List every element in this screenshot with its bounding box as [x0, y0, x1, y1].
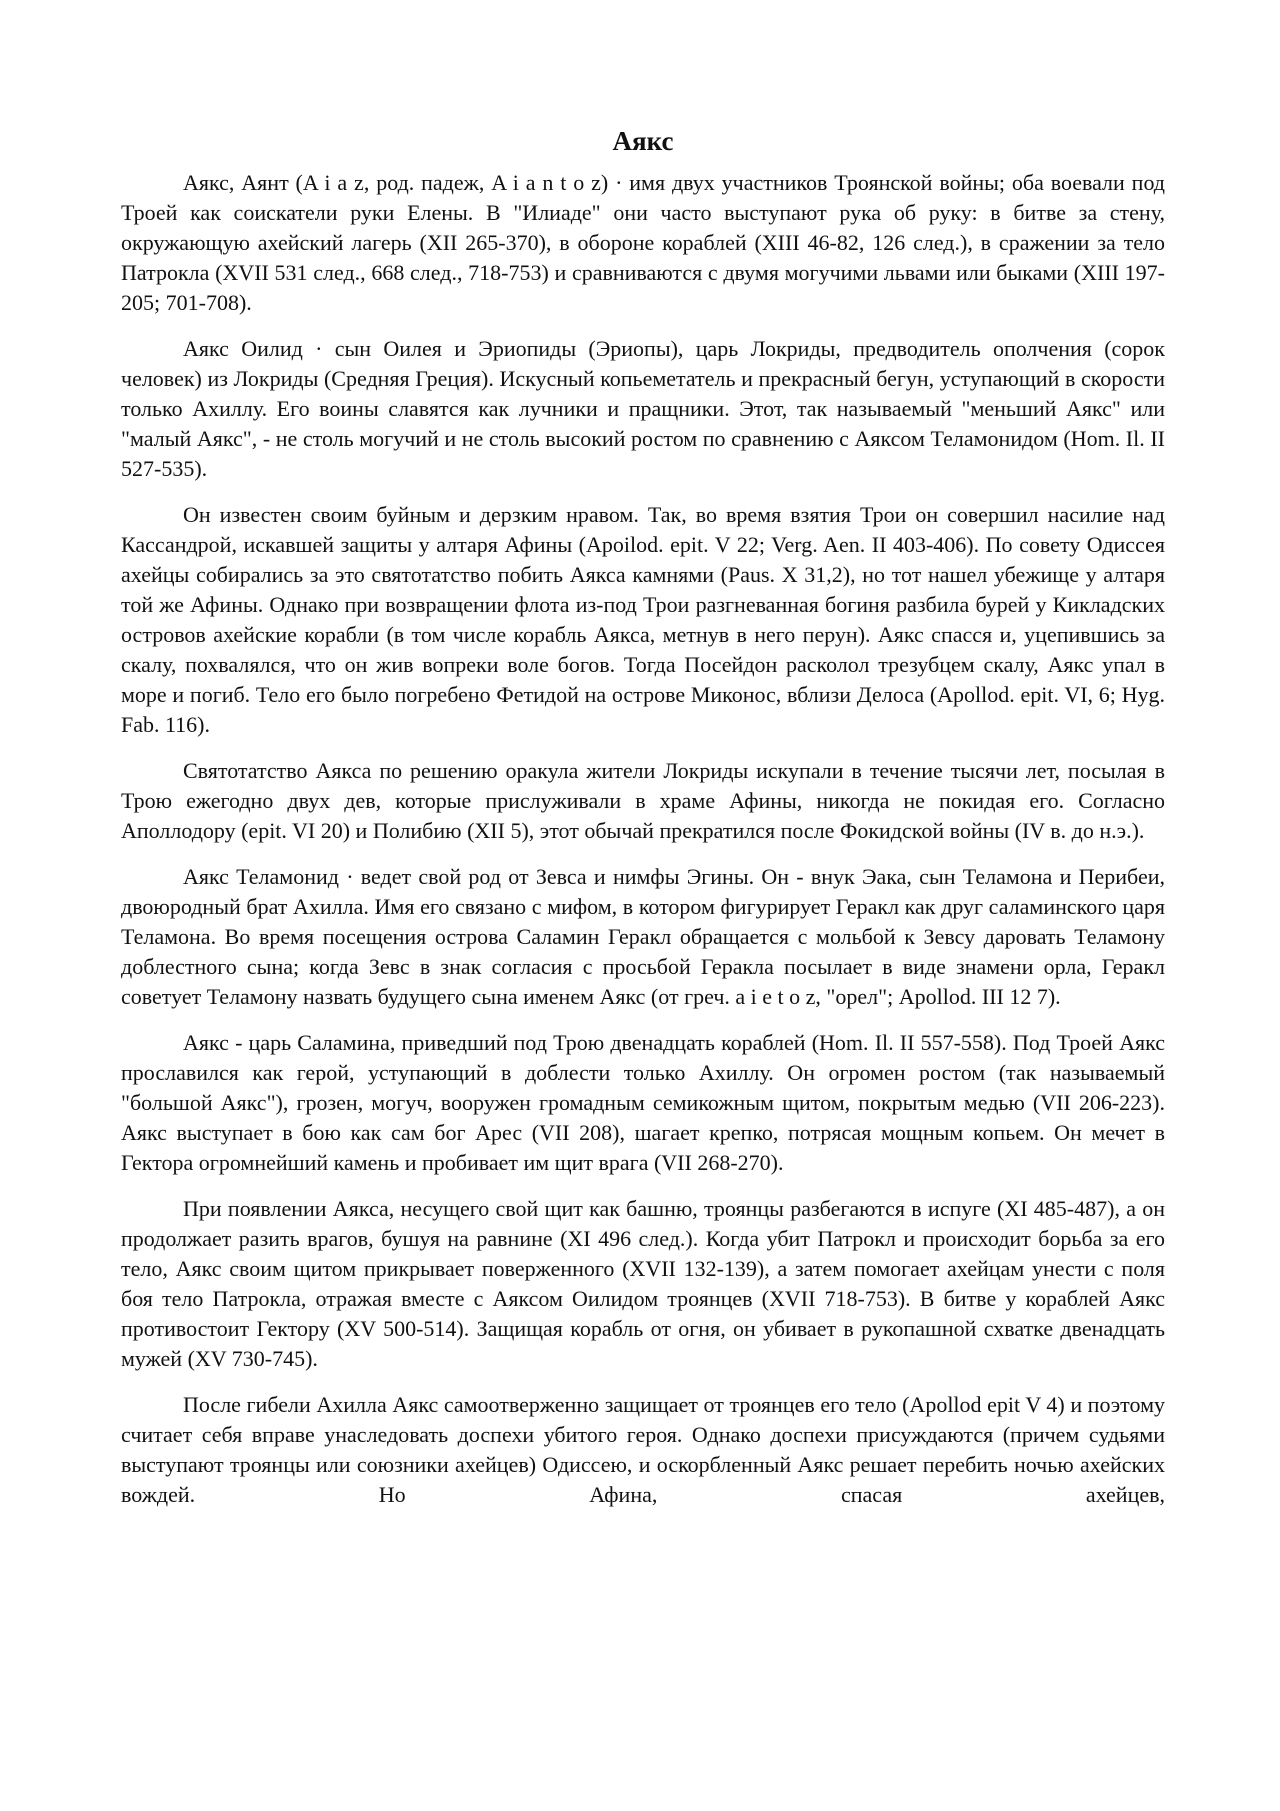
paragraph: Аякс, Аянт (A i a z, род. падеж, A i a n t o z) · имя двух участников Троянской войны; оба воевали под Троей как соискатели руки Елены. В "Илиаде" они часто выступают рука об руку: в битве за стену, окружающую ахейский лагерь (XII 265-370), в обороне кораблей (XIII 46-82, 126 след.), в сражении за тело Патрокла (XVII 531 след., 668 след., 718-753) и сравниваются с двумя могучими львами или быками (XIII 197-205; 701-708).	[121, 170, 1165, 315]
document-title: Аякс	[612, 126, 674, 156]
paragraph: Аякс Теламонид · ведет свой род от Зевса и нимфы Эгины. Он - внук Эака, сын Теламона и Перибеи, двоюродный брат Ахилла. Имя его связано с мифом, в котором фигурирует Геракл как друг саламинского царя Теламона. Во время посещения острова Саламин Геракл обращается с мольбой к Зевсу даровать Теламону доблестного сына; когда Зевс в знак согласия с просьбой Геракла посылает в виде знамени орла, Геракл советует Теламону назвать будущего сына именем Аякс (от греч. a i e t o z, "орел"; Apollod. III 12 7).	[121, 864, 1165, 1009]
document-page	[121, 124, 1165, 1526]
paragraph: При появлении Аякса, несущего свой щит как башню, троянцы разбегаются в испуге (XI 485-487), а он продолжает разить врагов, бушуя на равнине (XI 496 след.). Когда убит Патрокл и происходит борьба за его тело, Аякс своим щитом прикрывает поверженного (XVII 132-139), а затем помогает ахейцам унести с поля боя тело Патрокла, отражая вместе с Аяксом Оилидом троянцев (XVII 718-753). В битве у кораблей Аякс противостоит Гектору (XV 500-514). Защищая корабль от огня, он убивает в рукопашной схватке двенадцать мужей (XV 730-745).	[121, 1196, 1165, 1371]
paragraph: Он известен своим буйным и дерзким нравом. Так, во время взятия Трои он совершил насилие над Кассандрой, искавшей защиты у алтаря Афины (Apoilod. epit. V 22; Verg. Aen. II 403-406). По совету Одиссея ахейцы собирались за это святотатство побить Аякса камнями (Paus. X 31,2), но тот нашел убежище у алтаря той же Афины. Однако при возвращении флота из-под Трои разгневанная богиня разбила бурей у Кикладских островов ахейские корабли (в том числе корабль Аякса, метнув в него перун). Аякс спасся и, уцепившись за скалу, похвалялся, что он жив вопреки воле богов. Тогда Посейдон расколол трезубцем скалу, Аякс упал в море и погиб. Тело его было погребено Фетидой на острове Миконос, вблизи Делоса (Apollod. epit. VI, 6; Hyg. Fab. 116).	[121, 502, 1165, 737]
paragraph: Аякс - царь Саламина, приведший под Трою двенадцать кораблей (Hom. Il. II 557-558). Под Троей Аякс прославился как герой, уступающий в доблести только Ахиллу. Он огромен ростом (так называемый "большой Аякс"), грозен, могуч, вооружен громадным семикожным щитом, покрытым медью (VII 206-223). Аякс выступает в бою как сам бог Арес (VII 208), шагает крепко, потрясая мощным копьем. Он мечет в Гектора огромнейший камень и пробивает им щит врага (VII 268-270).	[121, 1030, 1165, 1175]
paragraph: Аякс Оилид · сын Оилея и Эриопиды (Эриопы), царь Локриды, предводитель ополчения (сорок человек) из Локриды (Средняя Греция). Искусный копьеметатель и прекрасный бегун, уступающий в скорости только Ахиллу. Его воины славятся как лучники и пращники. Этот, так называемый "меньший Аякс" или "малый Аякс", - не столь могучий и не столь высокий ростом по сравнению с Аяксом Теламонидом (Hom. Il. II 527-535).	[121, 336, 1165, 481]
paragraph: Святотатство Аякса по решению оракула жители Локриды искупали в течение тысячи лет, посылая в Трою ежегодно двух дев, которые прислуживали в храме Афины, никогда не покидая его. Согласно Аполлодору (epit. VI 20) и Полибию (XII 5), этот обычай прекратился после Фокидской войны (IV в. до н.э.).	[121, 758, 1165, 843]
paragraph: После гибели Ахилла Аякс самоотверженно защищает от троянцев его тело (Apollod epit V 4) и поэтому считает себя вправе унаследовать доспехи убитого героя. Однако доспехи присуждаются (причем судьями выступают троянцы или союзники ахейцев) Одиссею, и оскорбленный Аякс решает перебить ночью ахейских вождей. Но Афина, спасая ахейцев,	[121, 1392, 1165, 1507]
